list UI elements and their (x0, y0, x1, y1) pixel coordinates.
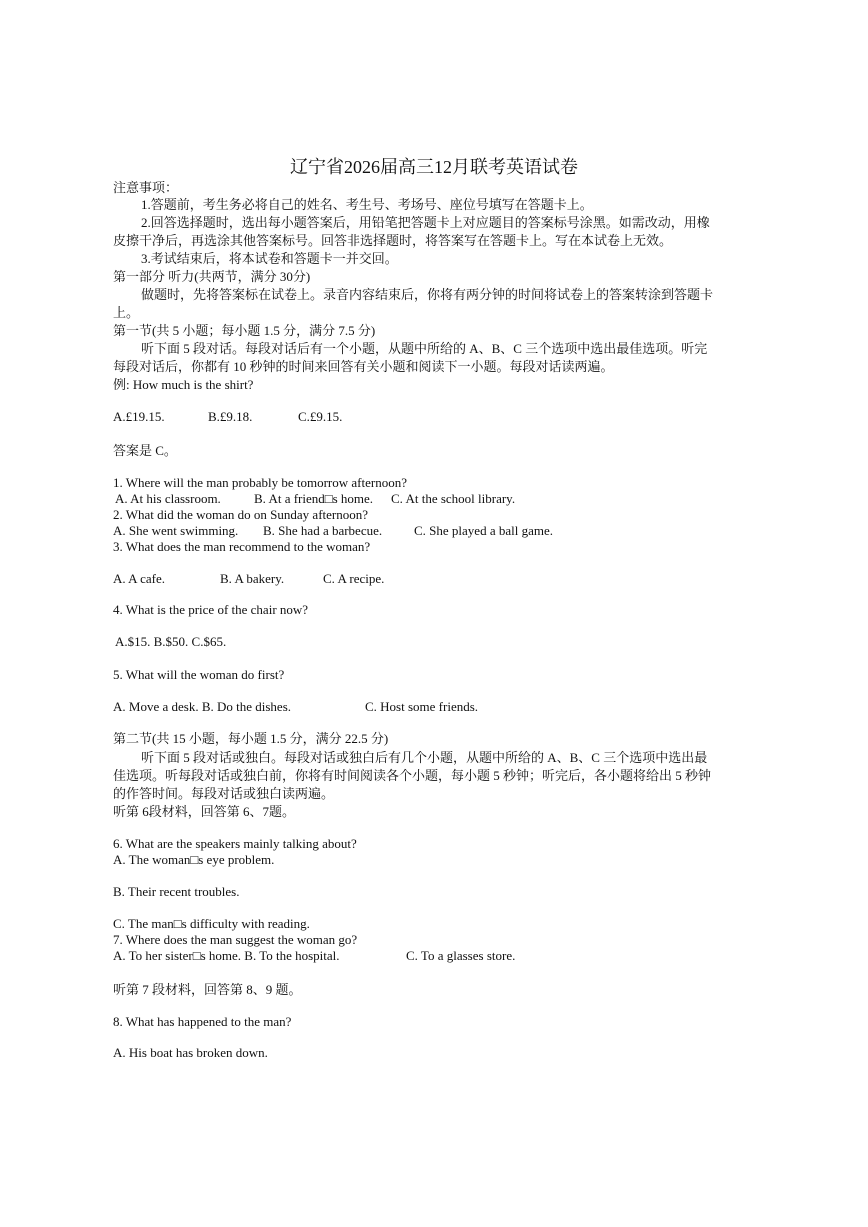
question-7: 7. Where does the man suggest the woman go? (113, 932, 358, 947)
example-option-b: B.£9.18. (208, 409, 253, 424)
question-1: 1. Where will the man probably be tomorrow afternoon? (113, 475, 407, 490)
question-2: 2. What did the woman do on Sunday afternoon? (113, 507, 369, 522)
example-option-c: C.£9.15. (298, 409, 343, 424)
q2-option-a: A. She went swimming. (113, 523, 239, 538)
notice-line-1: 1.答题前，考生务必将自己的姓名、考生号、考场号、座位号填写在答题卡上。 (141, 197, 593, 212)
section2-instruction-c: 的作答时间。每段对话或独白读两遍。 (113, 786, 335, 801)
q1-option-b: B. At a friend□s home. (254, 491, 374, 506)
section1-heading: 第一节(共 5 小题；每小题 1.5 分，满分 7.5 分) (113, 323, 376, 338)
q3-option-b: B. A bakery. (220, 571, 285, 586)
q7-option-ab: A. To her sister□s home. B. To the hospital. (113, 948, 340, 963)
q3-option-a: A. A cafe. (113, 571, 165, 586)
q6-option-b: B. Their recent troubles. (113, 884, 240, 899)
question-5: 5. What will the woman do first? (113, 667, 285, 682)
part1-instruction-b: 上。 (113, 305, 140, 320)
material-7-heading: 听第 7 段材料，回答第 8、9 题。 (113, 982, 302, 997)
q6-option-a: A. The woman□s eye problem. (113, 852, 275, 867)
section2-instruction-b: 佳选项。听每段对话或独白前，你将有时间阅读各个小题，每小题 5 秒钟；听完后，各小题将给出 5 秒钟 (113, 768, 712, 783)
q2-option-c: C. She played a ball game. (414, 523, 553, 538)
section1-instruction-b: 每段对话后，你都有 10 秒钟的时间来回答有关小题和阅读下一小题。每段对话读两遍。 (113, 359, 614, 374)
question-6: 6. What are the speakers mainly talking about? (113, 836, 357, 851)
notice-line-2b: 皮擦干净后，再选涂其他答案标号。回答非选择题时，将答案写在答题卡上。写在本试卷上无效。 (113, 233, 673, 248)
example-option-a: A.£19.15. (113, 409, 165, 424)
question-4-options: A.$15. B.$50. C.$65. (115, 634, 227, 649)
question-4: 4. What is the price of the chair now? (113, 602, 309, 617)
q1-option-a: A. At his classroom. (115, 491, 221, 506)
notice-heading: 注意事项： (113, 180, 179, 195)
example-question: 例: How much is the shirt? (113, 377, 254, 392)
q1-option-c: C. At the school library. (391, 491, 516, 506)
section2-heading: 第二节(共 15 小题，每小题 1.5 分，满分 22.5 分) (113, 731, 389, 746)
notice-line-3: 3.考试结束后，将本试卷和答题卡一并交回。 (141, 251, 398, 266)
q2-option-b: B. She had a barbecue. (263, 523, 383, 538)
section1-instruction-a: 听下面 5 段对话。每段对话后有一个小题，从题中所给的 A、B、C 三个选项中选出最佳选项。听完 (141, 341, 708, 356)
section2-instruction-a: 听下面 5 段对话或独白。每段对话或独白后有几个小题，从题中所给的 A、B、C 三个选项中选出最 (141, 750, 708, 765)
q8-option-a: A. His boat has broken down. (113, 1045, 268, 1060)
q5-option-ab: A. Move a desk. B. Do the dishes. (113, 699, 292, 714)
question-3: 3. What does the man recommend to the woman? (113, 539, 371, 554)
part1-heading: 第一部分 听力(共两节，满分 30分) (113, 269, 311, 284)
q7-option-c: C. To a glasses store. (406, 948, 516, 963)
material-6-heading: 听第 6段材料，回答第 6、7题。 (113, 804, 296, 819)
page-title: 辽宁省2026届高三12月联考英语试卷 (290, 157, 578, 177)
question-8: 8. What has happened to the man? (113, 1014, 292, 1029)
q3-option-c: C. A recipe. (323, 571, 385, 586)
q5-option-c: C. Host some friends. (365, 699, 479, 714)
example-answer: 答案是 C。 (113, 443, 177, 458)
q6-option-c: C. The man□s difficulty with reading. (113, 916, 310, 931)
part1-instruction-a: 做题时，先将答案标在试卷上。录音内容结束后，你将有两分钟的时间将试卷上的答案转涂到答题卡 (141, 287, 714, 302)
notice-line-2a: 2.回答选择题时，选出每小题答案后，用铅笔把答题卡上对应题目的答案标号涂黑。如需改动，用橡 (141, 215, 710, 230)
